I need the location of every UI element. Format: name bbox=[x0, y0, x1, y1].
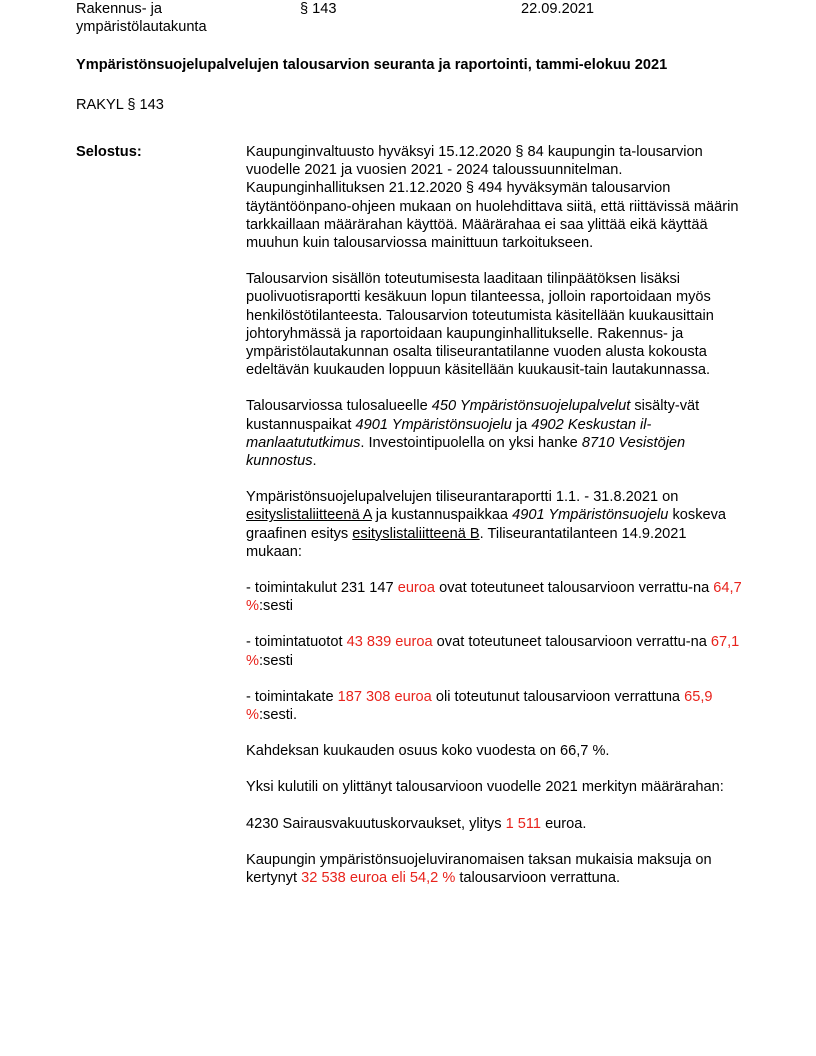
highlight-value: 32 538 euroa eli 54,2 % bbox=[301, 870, 456, 887]
paragraph-eight-months: Kahdeksan kuukauden osuus koko vuodesta on 66,7 %. bbox=[246, 743, 610, 760]
text-span: . Tiliseurantatilanteen 14.9.2021 mukaan: bbox=[246, 525, 687, 560]
text-span: Ympäristönsuojelupalvelujen tiliseurantaraportti 1.1. - 31.8.2021 on bbox=[246, 489, 679, 506]
paragraph-overrun-item bbox=[246, 815, 742, 833]
highlight-value: euroa bbox=[397, 580, 436, 597]
section-label: Selostus: bbox=[76, 144, 142, 160]
text-span: ja kustannuspaikkaa bbox=[371, 507, 513, 524]
text-span: . Investointipuolella on yksi hanke bbox=[360, 434, 582, 451]
highlight-value: 67,1 % bbox=[246, 634, 740, 669]
header-date: 22.09.2021 bbox=[521, 1, 595, 17]
highlight-value: 65,9 % bbox=[246, 688, 713, 724]
text-span: . bbox=[312, 453, 317, 470]
paragraph-1: Kaupunginvaltuusto hyväksyi 15.12.2020 § 84 kaupungin ta-lousarvion vuodelle 2021 ja vuosien 2021 - 2024 taloussuunnitelman. Kaupunginhallituksen 21.12.2020 § 494 hyväksymän talousarvion täytäntöönpano-ohjeen mukaan on huolehdittava siitä, että riittävissä määrin tarkkaillaan määrärahan käyttöä. Määrärahaa ei saa ylittää eikä käyttää muuhun kuin talousarviossa mainittuun tarkoitukseen. bbox=[246, 144, 739, 252]
text-span: sisälty-vät kustannuspaikat bbox=[246, 398, 700, 433]
italic-span: 4901 Ympäristönsuojelu bbox=[512, 507, 669, 524]
highlight-value: 43 839 euroa bbox=[346, 634, 433, 651]
italic-span: 4901 Ympäristönsuojelu bbox=[355, 416, 512, 433]
header-section-number: § 143 bbox=[300, 1, 337, 17]
paragraph-overrun-intro: Yksi kulutili on ylittänyt talousarvioon vuodelle 2021 merkityn määrärahan: bbox=[246, 779, 724, 796]
highlight-value: 187 308 euroa bbox=[337, 688, 432, 705]
text-span: euroa. bbox=[541, 815, 587, 832]
text-span: :sesti bbox=[258, 598, 294, 615]
highlight-value: 64,7 % bbox=[246, 580, 742, 615]
text-span: oli toteutunut talousarvioon verrattuna bbox=[431, 688, 685, 705]
text-span: :sesti bbox=[258, 652, 294, 669]
text-span: 4230 Sairausvakuutuskorvaukset, ylitys bbox=[246, 815, 506, 832]
reference-number: RAKYL § 143 bbox=[76, 97, 164, 113]
text-span: :sesti. bbox=[258, 707, 298, 724]
italic-span: 4902 Keskustan il-manlaatututkimus bbox=[246, 416, 652, 451]
attachment-b-link[interactable]: esityslistaliitteenä B bbox=[352, 525, 480, 542]
text-span: koskeva graafinen esitys bbox=[246, 507, 727, 542]
header-organization: Rakennus- ja ympäristölautakunta bbox=[76, 1, 207, 36]
paragraph-operating-costs bbox=[246, 579, 742, 615]
text-span: ovat toteutuneet talousarvioon verrattu-na bbox=[432, 634, 711, 651]
italic-span: 450 Ympäristönsuojelupalvelut bbox=[431, 398, 631, 415]
paragraph-3 bbox=[246, 397, 742, 470]
italic-span: 8710 Vesistöjen kunnostus bbox=[246, 434, 686, 470]
document-title: Ympäristönsuojelupalvelujen talousarvion seuranta ja raportointi, tammi-elokuu 2021 bbox=[76, 57, 668, 73]
text-span: ja bbox=[511, 416, 532, 433]
body-text bbox=[246, 143, 742, 905]
paragraph-2: Talousarvion sisällön toteutumisesta laaditaan tilinpäätöksen lisäksi puolivuotisraportti kesäkuun lopun tilanteessa, jolloin raportoidaan myös henkilöstötilanteesta. Talousarvion toteutumista käsitellään kuukausittain johtoryhmässä ja raportoidaan kaupunginhallitukselle. Rakennus- ja ympäristölautakunnan osalta tiliseurantatilanne vuoden alusta kokousta edeltävän kuukauden loppuun käsitellään kuukausit-tain lautakunnassa. bbox=[246, 271, 714, 379]
text-span: ovat toteutuneet talousarvioon verrattu-na bbox=[435, 580, 714, 597]
text-span: - toimintatuotot bbox=[246, 634, 347, 651]
attachment-a-link[interactable]: esityslistaliitteenä A bbox=[246, 507, 372, 524]
text-span: - toimintakulut 231 147 bbox=[246, 580, 398, 597]
text-span: talousarvioon verrattuna. bbox=[455, 870, 621, 887]
text-span: Kaupungin ympäristönsuojeluviranomaisen taksan mukaisia maksuja on kertynyt bbox=[246, 851, 712, 887]
paragraph-operating-income bbox=[246, 633, 742, 669]
paragraph-operating-margin bbox=[246, 688, 742, 724]
paragraph-fees bbox=[246, 851, 742, 887]
paragraph-4 bbox=[246, 488, 742, 561]
text-span: - toimintakate bbox=[246, 688, 338, 705]
text-span: Talousarviossa tulosalueelle bbox=[246, 398, 432, 415]
highlight-value: 1 511 bbox=[505, 815, 542, 832]
